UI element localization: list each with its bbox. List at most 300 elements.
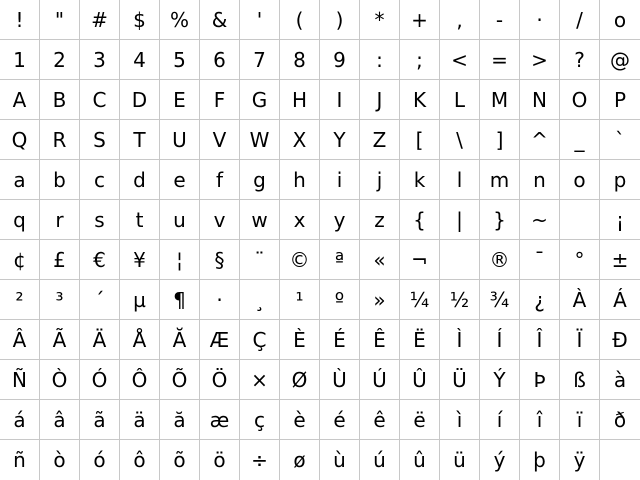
glyph-cell[interactable] [40,160,80,200]
glyph-character: Í [496,327,503,352]
glyph-cell[interactable] [80,360,120,400]
glyph-character: 6 [213,47,226,72]
glyph-cell[interactable] [120,0,160,40]
glyph-cell[interactable] [160,0,200,40]
glyph-character: d [133,167,146,192]
glyph-cell[interactable] [400,40,440,80]
glyph-cell[interactable] [200,0,240,40]
glyph-character: o [613,7,627,32]
glyph-cell[interactable] [40,40,80,80]
glyph-cell[interactable] [440,40,480,80]
glyph-cell[interactable] [360,80,400,120]
glyph-cell[interactable] [0,80,40,120]
glyph-cell[interactable] [600,40,640,80]
glyph-character: ? [574,47,585,72]
glyph-character: ¶ [173,287,186,312]
glyph-cell[interactable] [400,160,440,200]
glyph-cell[interactable] [0,280,40,320]
glyph-character: ô [133,448,146,472]
glyph-character: Q [11,127,28,152]
glyph-cell[interactable] [0,0,40,40]
glyph-character: ; [416,47,423,72]
glyph-cell[interactable] [280,360,320,400]
glyph-cell[interactable] [120,80,160,120]
glyph-character: » [373,287,386,312]
glyph-character: ] [495,127,504,152]
glyph-cell[interactable] [520,280,560,320]
glyph-character: Ö [211,367,228,392]
glyph-cell[interactable] [520,400,560,440]
glyph-character: Y [333,127,346,152]
glyph-cell[interactable] [560,160,600,200]
glyph-cell[interactable] [160,240,200,280]
glyph-character: D [131,87,148,112]
glyph-cell[interactable] [280,240,320,280]
glyph-character: p [613,167,627,192]
glyph-cell[interactable] [600,160,640,200]
glyph-character: Ì [456,327,463,352]
glyph-character: u [173,207,186,232]
glyph-cell[interactable] [240,200,280,240]
glyph-cell[interactable] [320,240,360,280]
glyph-character: h [293,167,306,192]
glyph-character: f [215,167,224,192]
glyph-character: { [413,207,426,232]
glyph-cell[interactable] [0,400,40,440]
glyph-cell[interactable] [480,160,520,200]
glyph-cell[interactable] [440,0,480,40]
glyph-cell[interactable] [280,200,320,240]
glyph-cell[interactable] [320,320,360,360]
glyph-cell[interactable] [280,320,320,360]
glyph-cell[interactable] [40,440,80,480]
glyph-character: ' [256,7,263,32]
glyph-cell[interactable] [160,200,200,240]
glyph-character: Ü [452,367,467,392]
glyph-character: l [456,167,463,192]
glyph-cell[interactable] [280,160,320,200]
glyph-cell[interactable] [480,80,520,120]
glyph-cell[interactable] [440,400,480,440]
glyph-character: 4 [133,47,146,72]
glyph-cell[interactable] [400,240,440,280]
glyph-character: q [13,207,26,232]
glyph-cell[interactable] [200,360,240,400]
glyph-cell[interactable] [280,80,320,120]
glyph-character: Á [613,287,627,312]
glyph-character: ÷ [251,448,268,472]
glyph-character: Ã [52,327,67,352]
glyph-cell[interactable] [560,80,600,120]
glyph-cell[interactable] [80,240,120,280]
glyph-cell[interactable] [40,280,80,320]
glyph-cell[interactable] [240,40,280,80]
glyph-cell[interactable] [40,80,80,120]
glyph-character: Õ [171,367,188,392]
glyph-cell[interactable] [480,200,520,240]
glyph-cell[interactable] [520,120,560,160]
glyph-cell[interactable] [600,280,640,320]
glyph-cell[interactable] [160,440,200,480]
glyph-cell[interactable] [0,160,40,200]
glyph-cell[interactable] [320,0,360,40]
glyph-cell[interactable] [80,120,120,160]
glyph-cell[interactable] [560,120,600,160]
glyph-cell[interactable] [120,440,160,480]
glyph-character: > [531,47,548,72]
glyph-cell[interactable] [480,400,520,440]
glyph-character: ð [613,407,627,432]
glyph-character: i [336,167,343,192]
glyph-character: I [336,87,343,112]
glyph-cell[interactable] [240,160,280,200]
glyph-cell[interactable] [360,0,400,40]
glyph-character: Å [132,327,147,352]
glyph-cell[interactable] [320,400,360,440]
glyph-cell[interactable] [360,440,400,480]
glyph-cell[interactable] [200,320,240,360]
glyph-cell[interactable] [520,360,560,400]
glyph-character: < [451,47,468,72]
glyph-cell[interactable] [360,240,400,280]
glyph-cell[interactable] [600,360,640,400]
glyph-cell[interactable] [520,200,560,240]
glyph-cell[interactable] [360,320,400,360]
glyph-cell[interactable] [0,240,40,280]
glyph-cell[interactable] [0,120,40,160]
glyph-character: ï [576,407,583,432]
glyph-cell[interactable] [80,160,120,200]
glyph-cell[interactable] [440,320,480,360]
glyph-character: F [213,87,226,112]
glyph-cell[interactable] [520,320,560,360]
glyph-cell[interactable] [200,440,240,480]
glyph-character: ¯ [534,247,545,272]
glyph-character: K [412,87,427,112]
glyph-character: z [374,207,385,232]
glyph-character: T [133,127,146,152]
glyph-character: H [291,87,308,112]
glyph-cell[interactable] [480,0,520,40]
glyph-character: ¹ [295,287,304,312]
glyph-cell[interactable] [40,200,80,240]
glyph-cell[interactable] [320,280,360,320]
glyph-character: w [251,207,268,232]
glyph-character [456,250,463,270]
glyph-cell[interactable] [280,0,320,40]
glyph-cell[interactable] [520,160,560,200]
glyph-cell[interactable] [600,320,640,360]
glyph-character: û [413,448,426,472]
glyph-cell[interactable] [120,280,160,320]
glyph-character: Ç [252,327,267,352]
glyph-cell[interactable] [560,320,600,360]
glyph-cell[interactable] [440,360,480,400]
glyph-cell[interactable] [320,200,360,240]
glyph-cell[interactable] [40,360,80,400]
glyph-cell[interactable] [320,120,360,160]
glyph-cell[interactable] [40,320,80,360]
glyph-cell[interactable] [120,40,160,80]
glyph-cell[interactable] [0,40,40,80]
glyph-cell[interactable] [480,320,520,360]
glyph-character: L [453,87,466,112]
glyph-cell[interactable] [600,240,640,280]
glyph-cell[interactable] [320,40,360,80]
glyph-cell[interactable] [480,240,520,280]
glyph-character: ¿ [534,287,545,312]
glyph-cell[interactable] [440,160,480,200]
glyph-character: % [169,7,189,32]
glyph-cell[interactable] [360,200,400,240]
glyph-cell[interactable] [400,320,440,360]
glyph-cell[interactable] [120,320,160,360]
glyph-cell[interactable] [440,200,480,240]
glyph-character: Ñ [12,367,27,392]
glyph-character: ì [456,407,463,432]
glyph-cell[interactable] [80,320,120,360]
glyph-cell[interactable] [320,360,360,400]
glyph-character: ! [15,7,24,32]
glyph-character: ¦ [176,247,183,272]
glyph-cell[interactable] [560,40,600,80]
glyph-cell[interactable] [0,360,40,400]
glyph-cell[interactable] [40,400,80,440]
glyph-cell[interactable] [200,160,240,200]
glyph-cell[interactable] [240,440,280,480]
glyph-character: Û [412,367,427,392]
glyph-cell[interactable] [200,240,240,280]
glyph-cell[interactable] [600,400,640,440]
glyph-cell[interactable] [80,280,120,320]
glyph-character: ö [213,448,226,472]
glyph-cell[interactable] [200,200,240,240]
glyph-character: E [173,87,186,112]
glyph-character: @ [610,47,630,72]
glyph-character: [ [415,127,424,152]
glyph-character: © [289,247,310,272]
glyph-character: Z [372,127,387,152]
glyph-cell[interactable] [240,80,280,120]
glyph-cell[interactable] [440,440,480,480]
glyph-cell[interactable] [40,120,80,160]
glyph-cell[interactable] [600,440,640,480]
glyph-cell[interactable] [80,400,120,440]
glyph-cell[interactable] [600,0,640,40]
glyph-cell[interactable] [240,120,280,160]
glyph-cell[interactable] [480,120,520,160]
glyph-cell[interactable] [160,120,200,160]
glyph-character: ª [334,247,345,272]
glyph-cell[interactable] [280,440,320,480]
glyph-cell[interactable] [560,440,600,480]
glyph-character: ã [93,407,106,432]
glyph-character: ± [611,247,629,272]
glyph-cell[interactable] [240,360,280,400]
glyph-character: A [12,87,27,112]
glyph-character: ¢ [13,247,26,272]
glyph-cell[interactable] [160,80,200,120]
glyph-character: : [376,47,383,72]
glyph-cell[interactable] [560,400,600,440]
glyph-cell[interactable] [0,440,40,480]
glyph-character: Â [12,327,27,352]
glyph-cell[interactable] [560,200,600,240]
glyph-cell[interactable] [400,80,440,120]
glyph-cell[interactable] [320,440,360,480]
glyph-cell[interactable] [400,280,440,320]
glyph-character: ~ [531,207,548,232]
glyph-cell[interactable] [320,80,360,120]
glyph-character: j [376,167,383,192]
glyph-cell[interactable] [0,200,40,240]
glyph-cell[interactable] [360,120,400,160]
glyph-character: s [94,207,105,232]
glyph-cell[interactable] [0,320,40,360]
glyph-cell[interactable] [480,440,520,480]
glyph-cell[interactable] [160,160,200,200]
glyph-cell[interactable] [200,120,240,160]
glyph-cell[interactable] [560,280,600,320]
glyph-cell[interactable] [600,200,640,240]
glyph-cell[interactable] [440,240,480,280]
glyph-character: | [456,207,463,232]
glyph-cell[interactable] [120,240,160,280]
glyph-cell[interactable] [560,240,600,280]
glyph-cell[interactable] [80,0,120,40]
glyph-character: 8 [293,47,306,72]
glyph-cell[interactable] [360,160,400,200]
glyph-character: 1 [13,47,26,72]
glyph-character: J [376,87,383,112]
glyph-cell[interactable] [120,200,160,240]
glyph-cell[interactable] [280,400,320,440]
glyph-cell[interactable] [200,280,240,320]
glyph-character: * [374,7,385,32]
glyph-cell[interactable] [160,400,200,440]
glyph-character: É [333,327,346,352]
glyph-character: ( [295,7,304,32]
glyph-cell[interactable] [480,280,520,320]
glyph-cell[interactable] [320,160,360,200]
glyph-cell[interactable] [280,120,320,160]
glyph-cell[interactable] [560,0,600,40]
glyph-cell[interactable] [160,40,200,80]
glyph-character: î [536,407,543,432]
glyph-cell[interactable] [40,240,80,280]
glyph-cell[interactable] [240,240,280,280]
glyph-cell[interactable] [80,440,120,480]
glyph-character: m [489,167,510,192]
glyph-character: $ [133,7,146,32]
glyph-cell[interactable] [520,440,560,480]
glyph-character: ² [15,287,24,312]
glyph-character: ³ [55,287,64,312]
glyph-cell[interactable] [400,120,440,160]
glyph-cell[interactable] [120,160,160,200]
glyph-character: · [536,7,543,32]
glyph-cell[interactable] [120,120,160,160]
glyph-cell[interactable] [120,360,160,400]
glyph-cell[interactable] [520,40,560,80]
glyph-cell[interactable] [280,280,320,320]
glyph-character: ® [489,247,510,272]
glyph-character: ç [254,407,265,432]
glyph-cell[interactable] [440,80,480,120]
glyph-character: º [334,287,345,312]
glyph-cell[interactable] [80,40,120,80]
glyph-cell[interactable] [560,360,600,400]
glyph-character: í [496,407,503,432]
glyph-character: § [214,247,225,272]
glyph-cell[interactable] [160,280,200,320]
glyph-cell[interactable] [440,280,480,320]
glyph-cell[interactable] [80,200,120,240]
glyph-cell[interactable] [240,280,280,320]
glyph-cell[interactable] [440,120,480,160]
glyph-character: é [333,407,346,432]
glyph-character: ÿ [573,448,586,472]
glyph-character: Ó [91,367,108,392]
glyph-cell[interactable] [600,80,640,120]
glyph-cell[interactable] [400,440,440,480]
glyph-character: ñ [13,448,26,472]
glyph-character: ^ [531,127,548,152]
glyph-cell[interactable] [240,400,280,440]
glyph-character: b [53,167,66,192]
glyph-character: y [333,207,346,232]
glyph-cell[interactable] [520,80,560,120]
glyph-cell[interactable] [120,400,160,440]
glyph-character: ú [373,448,386,472]
glyph-character: ß [573,367,586,392]
glyph-character: ¬ [411,247,428,272]
glyph-cell[interactable] [600,120,640,160]
glyph-cell[interactable] [200,40,240,80]
glyph-cell[interactable] [520,240,560,280]
glyph-cell[interactable] [200,80,240,120]
glyph-cell[interactable] [360,400,400,440]
glyph-character: Ê [373,327,386,352]
glyph-cell[interactable] [360,280,400,320]
glyph-cell[interactable] [160,360,200,400]
glyph-cell[interactable] [200,400,240,440]
glyph-cell[interactable] [80,80,120,120]
glyph-cell[interactable] [400,0,440,40]
glyph-cell[interactable] [400,200,440,240]
glyph-cell[interactable] [520,0,560,40]
glyph-cell[interactable] [240,320,280,360]
glyph-character: ù [333,448,346,472]
glyph-character: o [573,167,586,192]
glyph-cell[interactable] [360,360,400,400]
glyph-cell[interactable] [480,360,520,400]
glyph-character: k [413,167,426,192]
glyph-cell[interactable] [400,400,440,440]
glyph-character: ¥ [133,247,146,272]
glyph-cell[interactable] [160,320,200,360]
glyph-cell[interactable] [360,40,400,80]
glyph-cell[interactable] [240,0,280,40]
glyph-character: S [93,127,106,152]
glyph-cell[interactable] [280,40,320,80]
glyph-character: t [135,207,144,232]
glyph-cell[interactable] [480,40,520,80]
glyph-character: R [52,127,67,152]
glyph-character: W [249,127,270,152]
glyph-cell[interactable] [40,0,80,40]
glyph-cell[interactable] [400,360,440,400]
